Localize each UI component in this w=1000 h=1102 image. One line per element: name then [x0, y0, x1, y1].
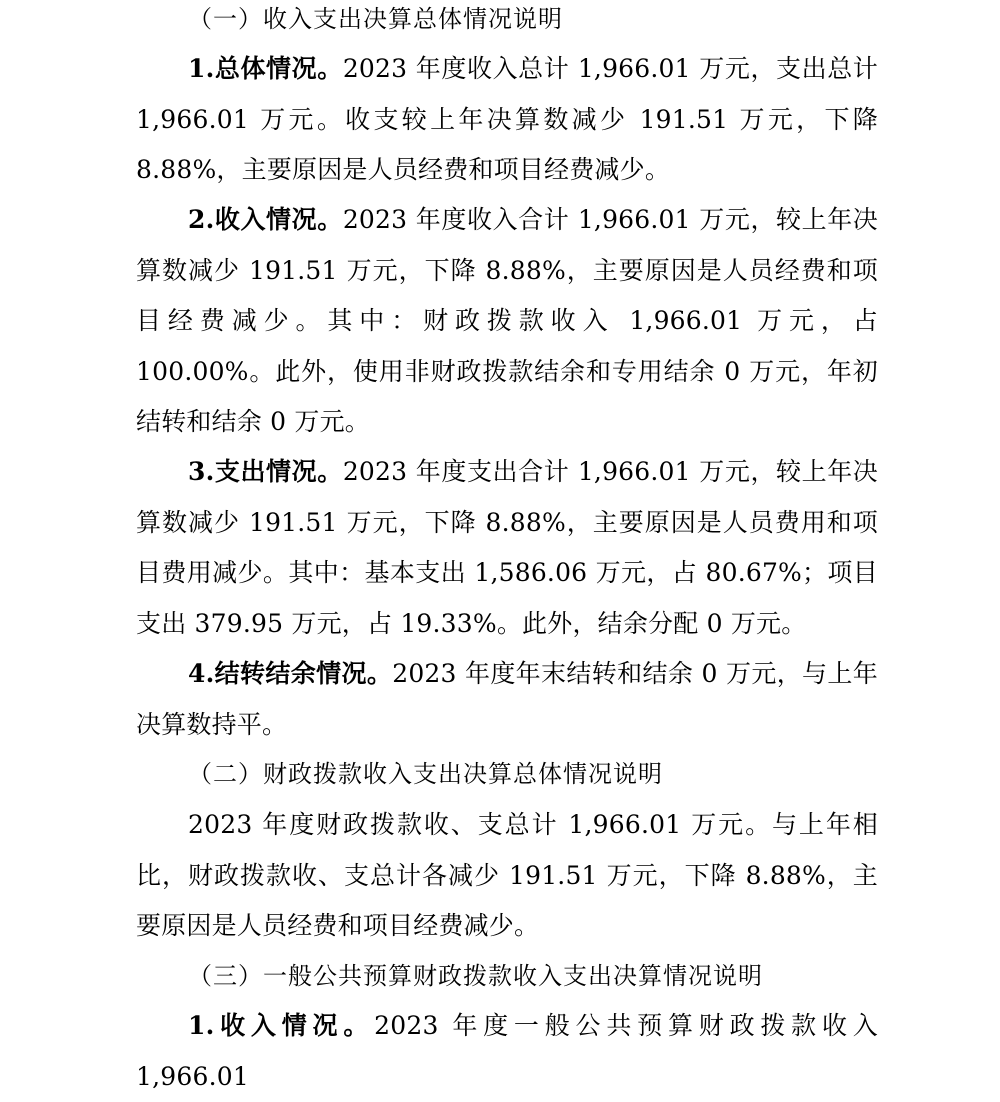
section-1-heading: （一）收入支出决算总体情况说明	[188, 5, 563, 33]
item-text: 2023 年度收入合计 1,966.01 万元，较上年决算数减少 191.51 万元，下降 8.88%，主要原因是人员经费和项目经费减少。其中：财政拨款收入 1,966.01 万元，占 100.00%。此外，使用非财政拨款结余和专用结余 0 万元，年初结转和结余 0 万元。	[136, 205, 878, 436]
item-text: 2023 年度支出合计 1,966.01 万元，较上年决算数减少 191.51 万元，下降 8.88%，主要原因是人员费用和项目费用减少。其中：基本支出 1,586.06 万元，占 80.67%；项目支出 379.95 万元，占 19.33%。此外，结余分配 0 万元。	[136, 457, 878, 638]
section-1-item-2	[136, 195, 878, 448]
item-text: 2023 年度收入总计 1,966.01 万元，支出总计 1,966.01 万元。收支较上年决算数减少 191.51 万元，下降 8.88%，主要原因是人员经费和项目经费减少。	[136, 54, 878, 184]
item-lead: 4.结转结余情况。	[188, 659, 393, 688]
item-lead: 2.收入情况。	[188, 205, 343, 234]
item-text: 2023 年度年末结转和结余 0 万元，与上年决算数持平。	[136, 659, 878, 739]
item-text: 2023 年度一般公共预算财政拨款收入 1,966.01	[136, 1011, 878, 1091]
section-2-text: 2023 年度财政拨款收、支总计 1,966.01 万元。与上年相比，财政拨款收、支总计各减少 191.51 万元，下降 8.88%，主要原因是人员经费和项目经费减少。	[136, 810, 878, 940]
item-lead: 1.总体情况。	[188, 54, 343, 83]
item-lead: 3.支出情况。	[188, 457, 343, 486]
item-lead: 1.收入情况。	[188, 1011, 375, 1040]
section-1-item-3	[136, 447, 878, 649]
section-1-item-1	[136, 44, 878, 196]
section-1-item-4	[136, 649, 878, 750]
section-3-item-1	[136, 1001, 878, 1102]
section-3-heading: （三）一般公共预算财政拨款收入支出决算情况说明	[188, 962, 763, 990]
section-2-heading: （二）财政拨款收入支出决算总体情况说明	[188, 760, 663, 788]
